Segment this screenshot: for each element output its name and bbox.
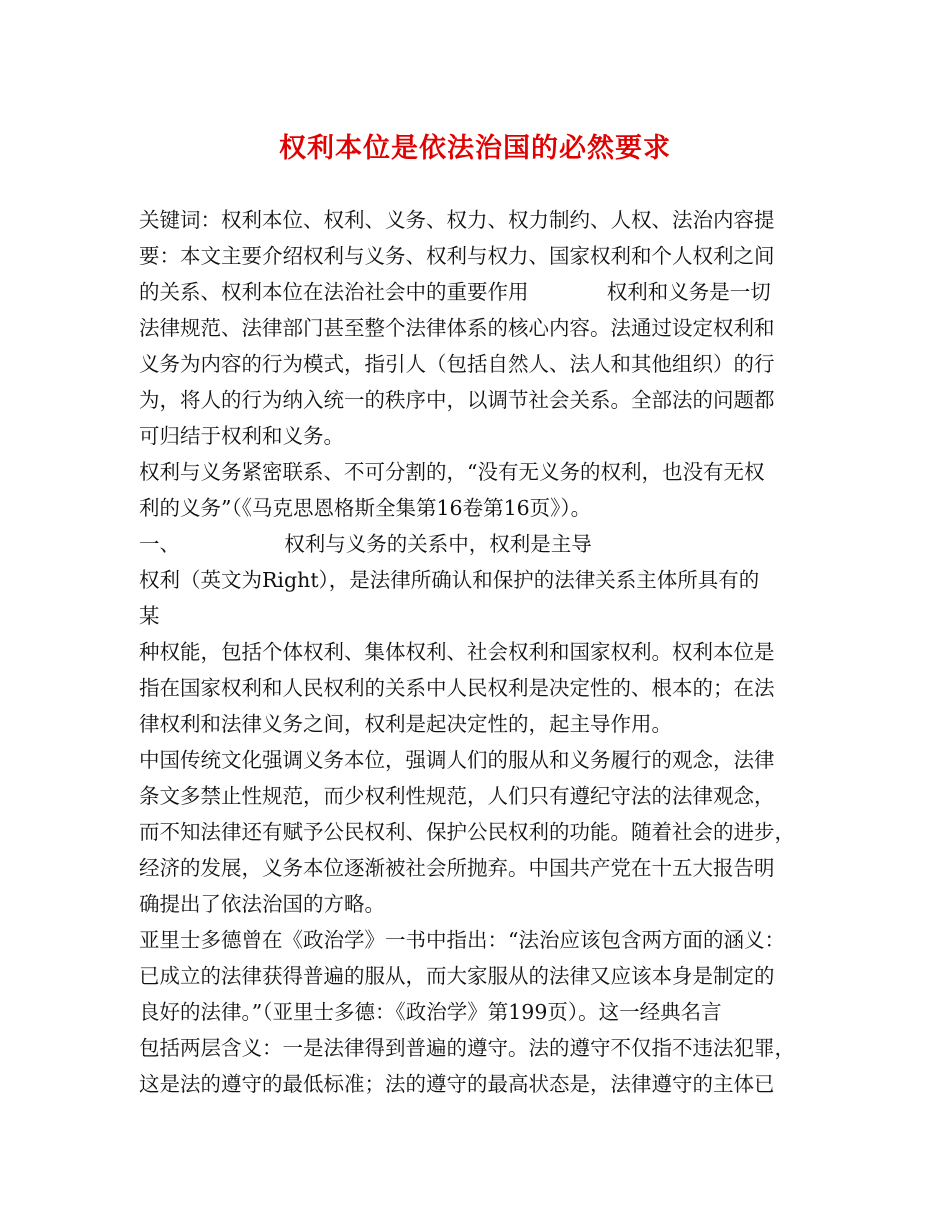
text-line: 律权利和法律义务之间，权利是起决定性的，起主导作用。 [139,712,672,736]
text-line: 已成立的法律获得普遍的服从，而大家服从的法律又应该本身是制定的 [139,964,775,988]
text-line: 关键词：权利本位、权利、义务、权力、权力制约、人权、法治内容提 [139,208,775,232]
text-line: 这是法的遵守的最低标准；法的遵守的最高状态是，法律遵守的主体已 [139,1072,775,1096]
text-line: 中国传统文化强调义务本位，强调人们的服从和义务履行的观念，法律 [139,748,775,772]
text-line: 某 [139,604,160,628]
text-line: 指在国家权利和人民权利的关系中人民权利是决定性的、根本的；在法 [139,676,775,700]
document-title: 权利本位是依法治国的必然要求 [279,133,671,164]
text-line: 条文多禁止性规范，而少权利性规范，人们只有遵纪守法的法律观念， [139,784,775,808]
text-line: 种权能，包括个体权利、集体权利、社会权利和国家权利。权利本位是 [139,640,775,664]
text-line: 包括两层含义：一是法律得到普遍的遵守。法的遵守不仅指不违法犯罪， [139,1036,795,1060]
section-heading: 一、 权利与义务的关系中，权利是主导 [139,532,592,556]
text-line: 权利（英文为Right），是法律所确认和保护的法律关系主体所具有的 [139,568,760,592]
text-line: 亚里士多德曾在《政治学》一书中指出：“法治应该包含两方面的涵义： [139,928,785,952]
document-body [139,202,829,1102]
text-line: 确提出了依法治国的方略。 [139,892,385,916]
text-line: 可归结于权利和义务。 [139,424,344,448]
text-line: 良好的法律。”（亚里士多德：《政治学》第199页）。这一经典名言 [139,1000,722,1024]
text-line: 为，将人的行为纳入统一的秩序中，以调节社会关系。全部法的问题都 [139,388,775,412]
text-line: 义务为内容的行为模式，指引人（包括自然人、法人和其他组织）的行 [139,352,775,376]
text-line: 法律规范、法律部门甚至整个法律体系的核心内容。法通过设定权利和 [139,316,775,340]
text-line: 权利与义务紧密联系、不可分割的，“没有无义务的权利，也没有无权 [139,460,765,484]
text-line: 要：本文主要介绍权利与义务、权利与权力、国家权利和个人权利之间 [139,244,775,268]
text-line: 经济的发展，义务本位逐渐被社会所抛弃。中国共产党在十五大报告明 [139,856,775,880]
text-line: 利的义务”（《马克思恩格斯全集第16卷第16页》）。 [139,496,592,520]
text-line: 的关系、权利本位在法治社会中的重要作用 权利和义务是一切 [139,280,771,304]
text-line: 而不知法律还有赋予公民权利、保护公民权利的功能。随着社会的进步， [139,820,795,844]
